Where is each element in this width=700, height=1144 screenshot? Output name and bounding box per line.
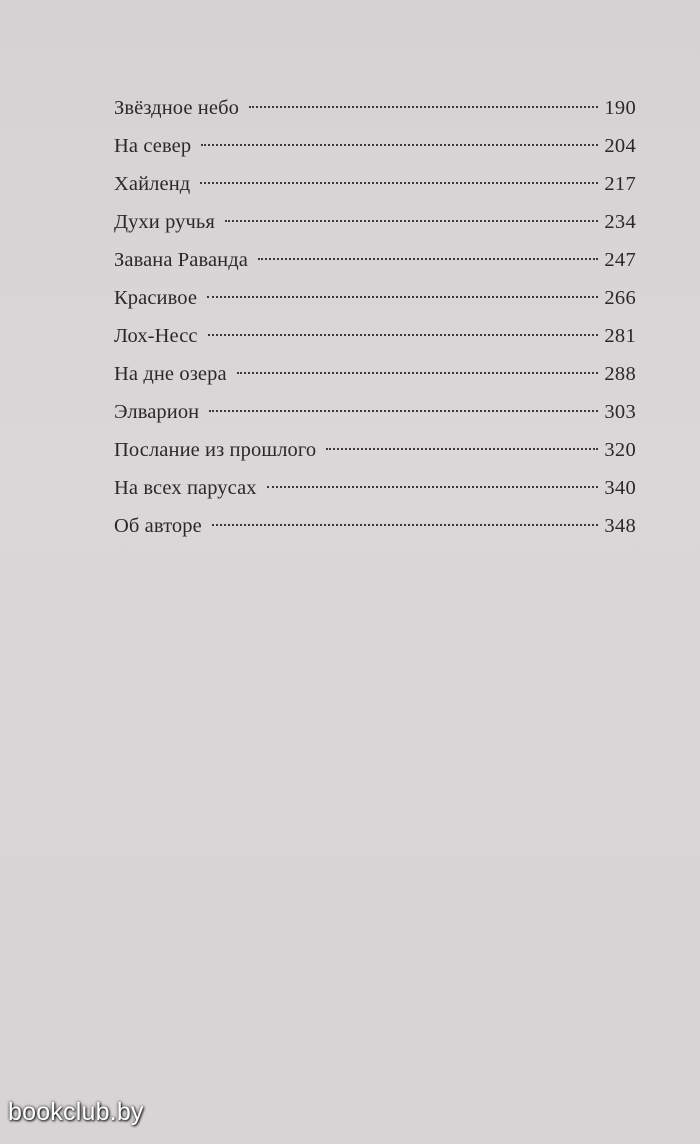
toc-entry	[114, 279, 636, 317]
toc-leader-dots	[212, 524, 599, 526]
toc-entry	[114, 203, 636, 241]
toc-entry-title: Красивое	[114, 287, 198, 309]
toc-leader-dots	[225, 220, 598, 222]
toc-entry	[114, 241, 636, 279]
toc-entry-page: 247	[604, 249, 636, 271]
toc-entry	[114, 89, 636, 127]
toc-entry-page: 204	[604, 135, 636, 157]
toc-entry-title: Духи ручья	[114, 211, 215, 233]
toc-entry-title: На север	[114, 135, 192, 157]
toc-entry-title: Лох-Несс	[114, 325, 198, 347]
toc-leader-dots	[249, 106, 598, 108]
toc-entry-page: 190	[604, 97, 636, 119]
toc-entry-page: 348	[604, 515, 636, 537]
toc-entry-page: 266	[604, 287, 636, 309]
toc-leader-dots	[326, 448, 598, 450]
site-watermark: bookclub.by	[8, 1098, 144, 1126]
toc-entry-title: Элварион	[114, 401, 200, 423]
toc-leader-dots	[258, 258, 598, 260]
toc-leader-dots	[201, 144, 598, 146]
toc-entry	[114, 393, 636, 431]
toc-entry-page: 217	[604, 173, 636, 195]
toc-entry-title: Звёздное небо	[114, 97, 239, 119]
toc-leader-dots	[208, 334, 599, 336]
toc-entry	[114, 355, 636, 393]
toc-entry-title: Послание из прошлого	[114, 439, 317, 461]
toc-leader-dots	[207, 296, 598, 298]
toc-leader-dots	[267, 486, 599, 488]
toc-leader-dots	[200, 182, 598, 184]
toc-entry-page: 320	[604, 439, 636, 461]
toc-leader-dots	[209, 410, 598, 412]
toc-entry-title: Об авторе	[114, 515, 202, 537]
toc-entry	[114, 469, 636, 507]
toc-entry	[114, 507, 636, 545]
toc-entry-page: 303	[604, 401, 636, 423]
toc-entry-page: 234	[604, 211, 636, 233]
toc-entry-page: 288	[604, 363, 636, 385]
toc-entry-page: 281	[604, 325, 636, 347]
toc-entry-title: На дне озера	[114, 363, 227, 385]
toc-entry	[114, 165, 636, 203]
toc-entry	[114, 317, 636, 355]
table-of-contents	[114, 89, 636, 545]
toc-entry-title: На всех парусах	[114, 477, 257, 499]
toc-entry	[114, 431, 636, 469]
toc-entry	[114, 127, 636, 165]
toc-entry-page: 340	[604, 477, 636, 499]
toc-leader-dots	[237, 372, 599, 374]
toc-entry-title: Завана Раванда	[114, 249, 248, 271]
toc-entry-title: Хайленд	[114, 173, 191, 195]
